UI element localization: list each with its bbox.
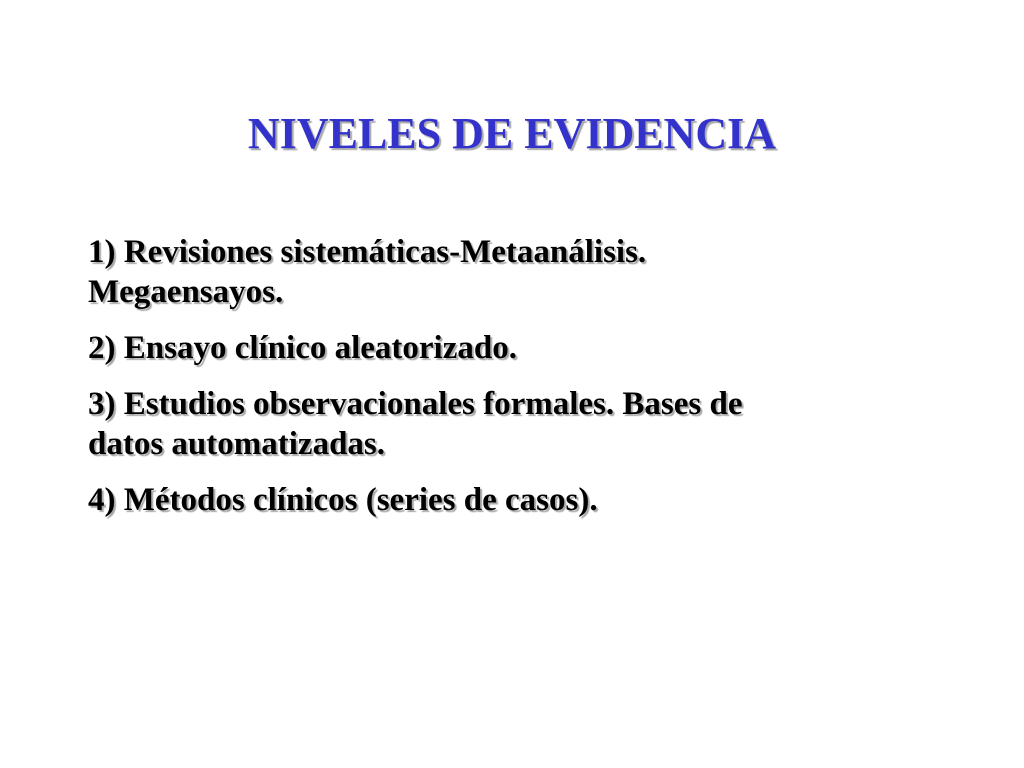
list-item-line: 1) Revisiones sistemáticas-Metaanálisis. — [88, 234, 647, 270]
list-item-line: 3) Estudios observacionales formales. Bases de — [88, 386, 743, 422]
evidence-level-list — [88, 232, 968, 536]
list-item-line: Megaensayos. — [88, 274, 284, 310]
list-item-line: 4) Métodos clínicos (series de casos). — [88, 482, 598, 518]
list-item-level-1 — [88, 232, 968, 312]
list-item-level-2 — [88, 328, 968, 368]
list-item-level-4 — [88, 480, 968, 520]
slide-title: NIVELES DE EVIDENCIA — [247, 109, 777, 158]
list-item-level-3 — [88, 384, 968, 464]
list-item-line: datos automatizadas. — [88, 426, 386, 462]
list-item-line: 2) Ensayo clínico aleatorizado. — [88, 330, 517, 366]
